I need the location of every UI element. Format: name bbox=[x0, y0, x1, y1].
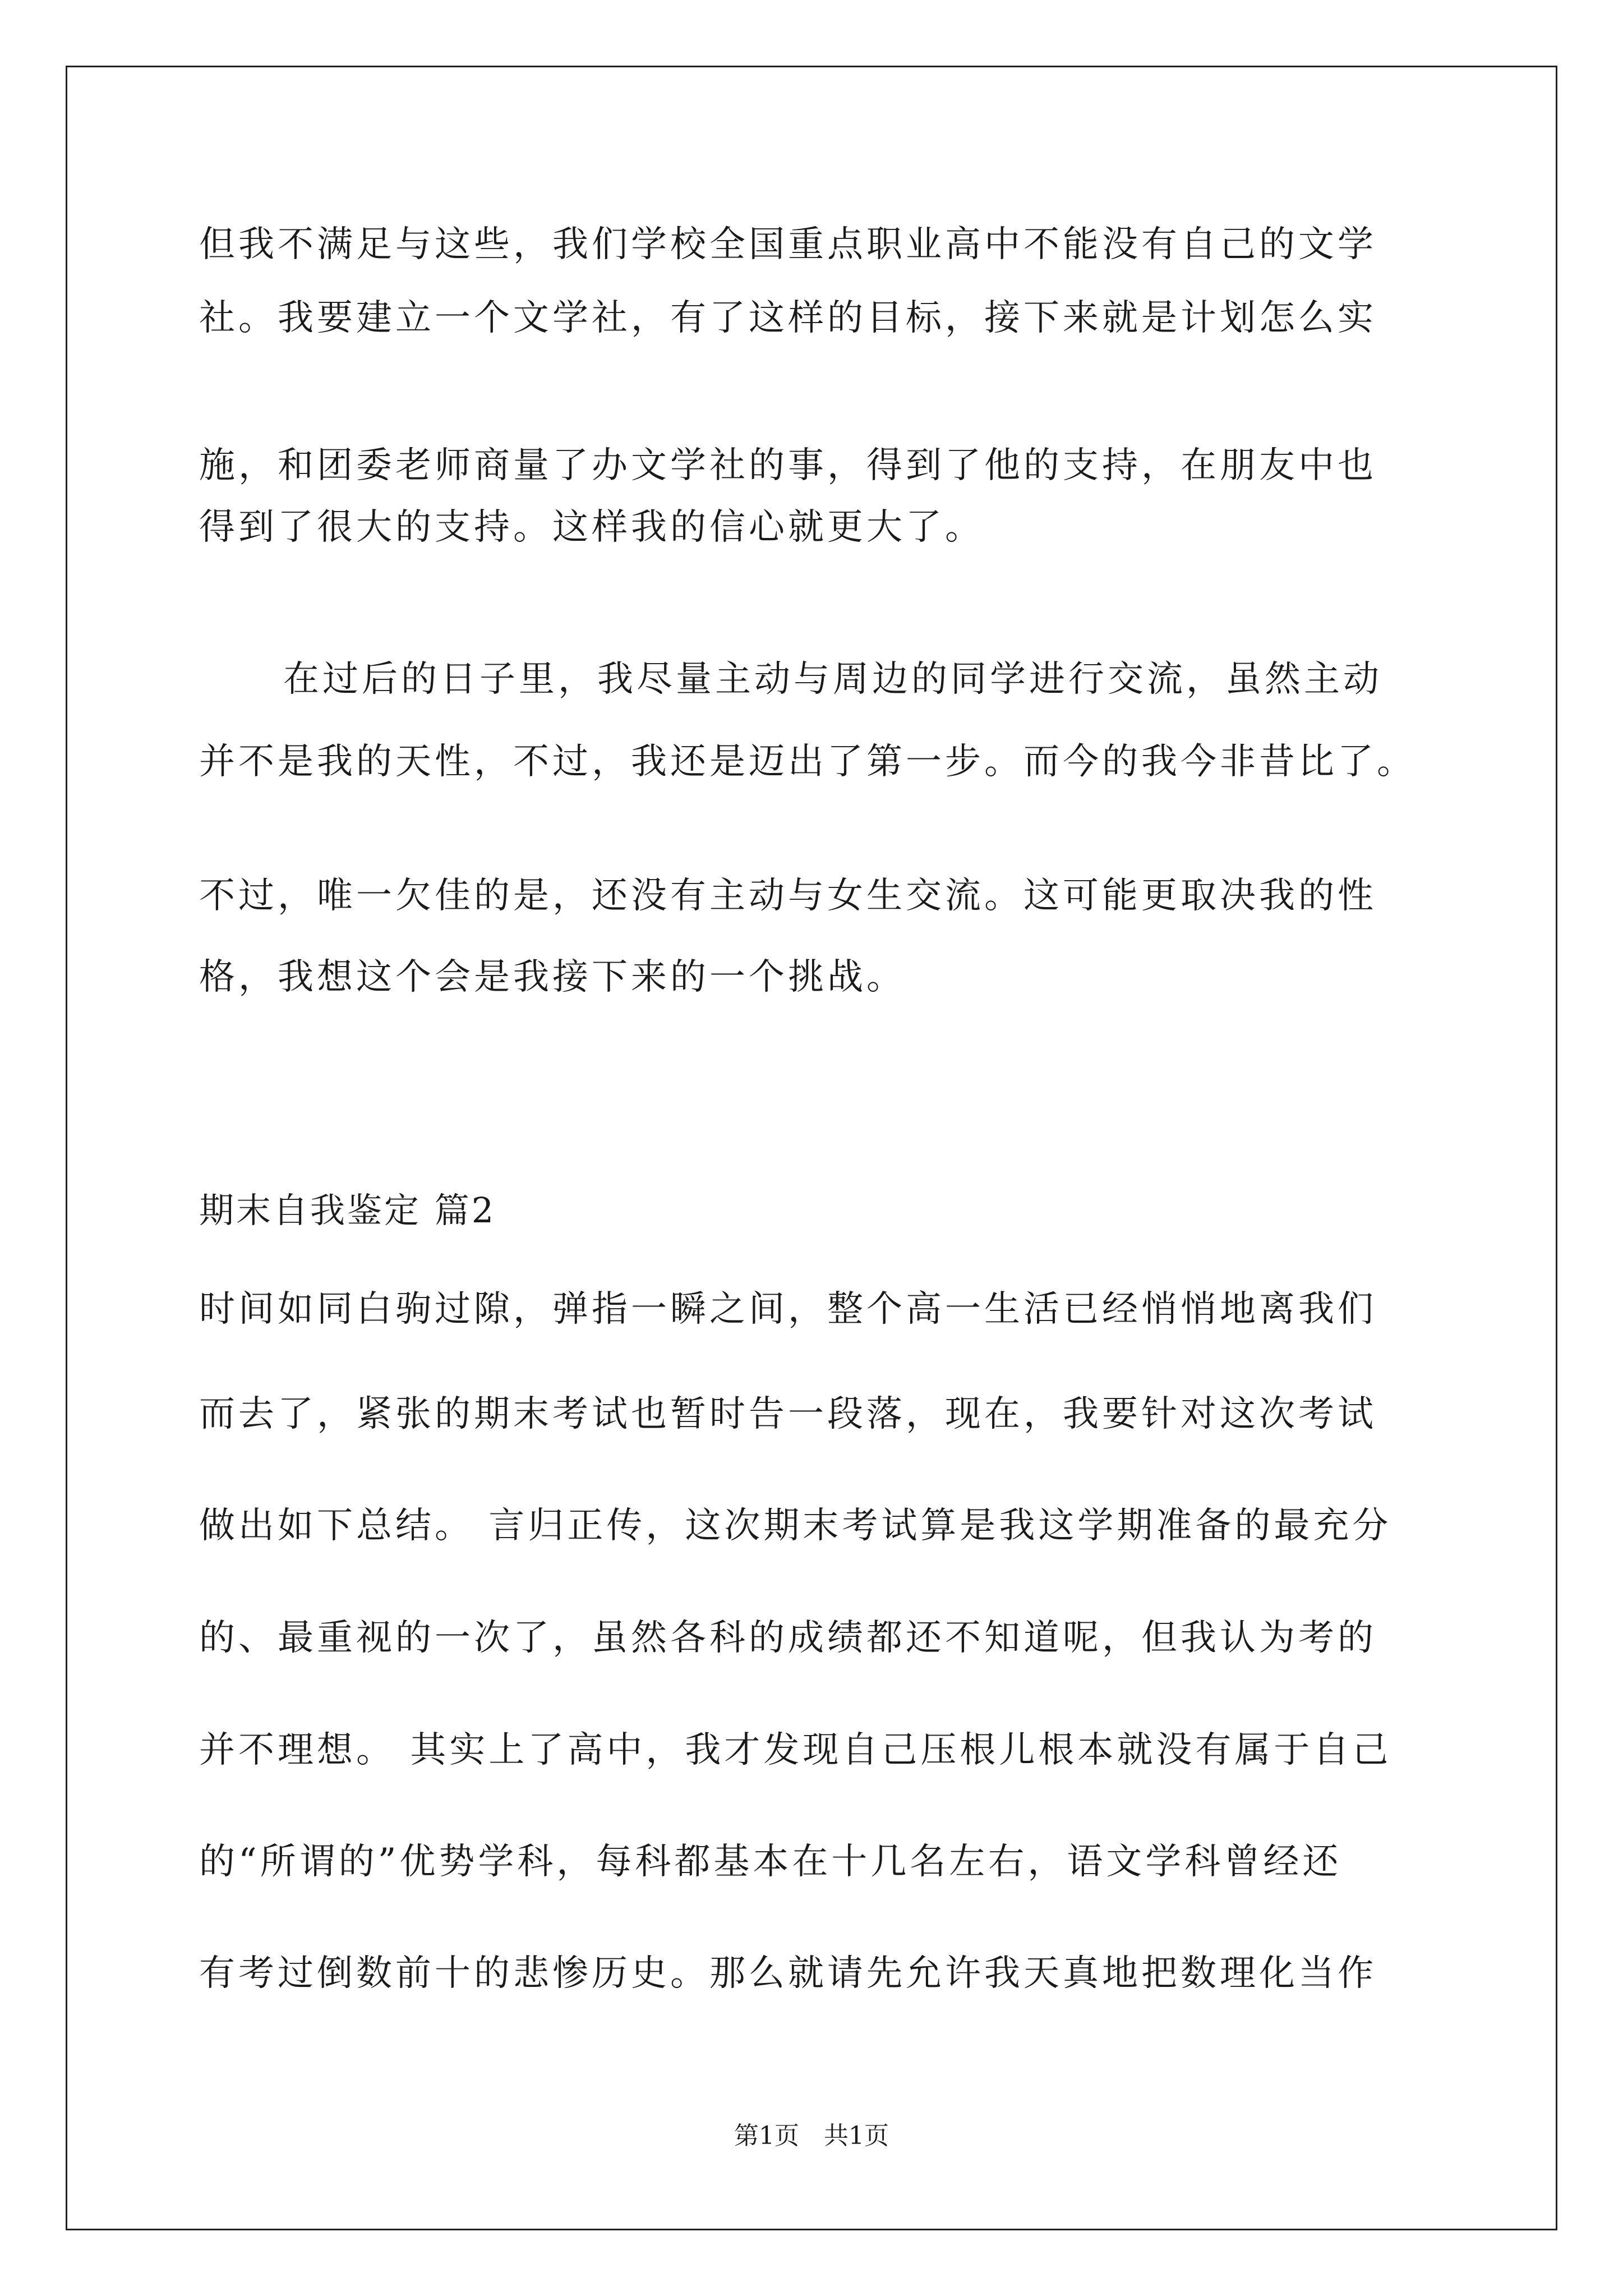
section-heading: 期末自我鉴定 篇2 bbox=[199, 1190, 496, 1231]
paragraph3-line-6: 的“所谓的”优势学科，每科都基本在十几名左右，语文学科曾经还 bbox=[199, 1841, 1342, 1883]
paragraph3-line-4: 的、最重视的一次了，虽然各科的成绩都还不知道呢，但我认为考的 bbox=[199, 1617, 1377, 1659]
paragraph2-line-1: 在过后的日子里，我尽量主动与周边的同学进行交流，虽然主动 bbox=[283, 659, 1382, 700]
paragraph1-line-4: 得到了很大的支持。这样我的信心就更大了。 bbox=[199, 507, 984, 548]
paragraph1-line-2: 社。我要建立一个文学社，有了这样的目标，接下来就是计划怎么实 bbox=[199, 297, 1377, 339]
paragraph2-line-2: 并不是我的天性，不过，我还是迈出了第一步。而今的我今非昔比了。 bbox=[199, 741, 1416, 783]
page-border bbox=[66, 66, 1557, 2230]
paragraph3-line-3: 做出如下总结。 言归正传，这次期末考试算是我这学期准备的最充分 bbox=[199, 1505, 1392, 1547]
paragraph2-line-3: 不过，唯一欠佳的是，还没有主动与女生交流。这可能更取决我的性 bbox=[199, 875, 1377, 917]
paragraph2-line-4: 格，我想这个会是我接下来的一个挑战。 bbox=[199, 956, 906, 998]
paragraph1-line-3: 施，和团委老师商量了办文学社的事，得到了他的支持，在朋友中也 bbox=[199, 445, 1377, 486]
paragraph1-line-1: 但我不满足与这些，我们学校全国重点职业高中不能没有自己的文学 bbox=[199, 224, 1377, 265]
page-footer: 第1页 共1页 bbox=[734, 2122, 889, 2150]
paragraph3-line-7: 有考过倒数前十的悲惨历史。那么就请先允许我天真地把数理化当作 bbox=[199, 1953, 1377, 1994]
paragraph3-line-1: 时间如同白驹过隙，弹指一瞬之间，整个高一生活已经悄悄地离我们 bbox=[199, 1289, 1377, 1330]
paragraph3-line-5: 并不理想。 其实上了高中，我才发现自己压根儿根本就没有属于自己 bbox=[199, 1729, 1392, 1771]
paragraph3-line-2: 而去了，紧张的期末考试也暂时告一段落，现在，我要针对这次考试 bbox=[199, 1393, 1377, 1435]
